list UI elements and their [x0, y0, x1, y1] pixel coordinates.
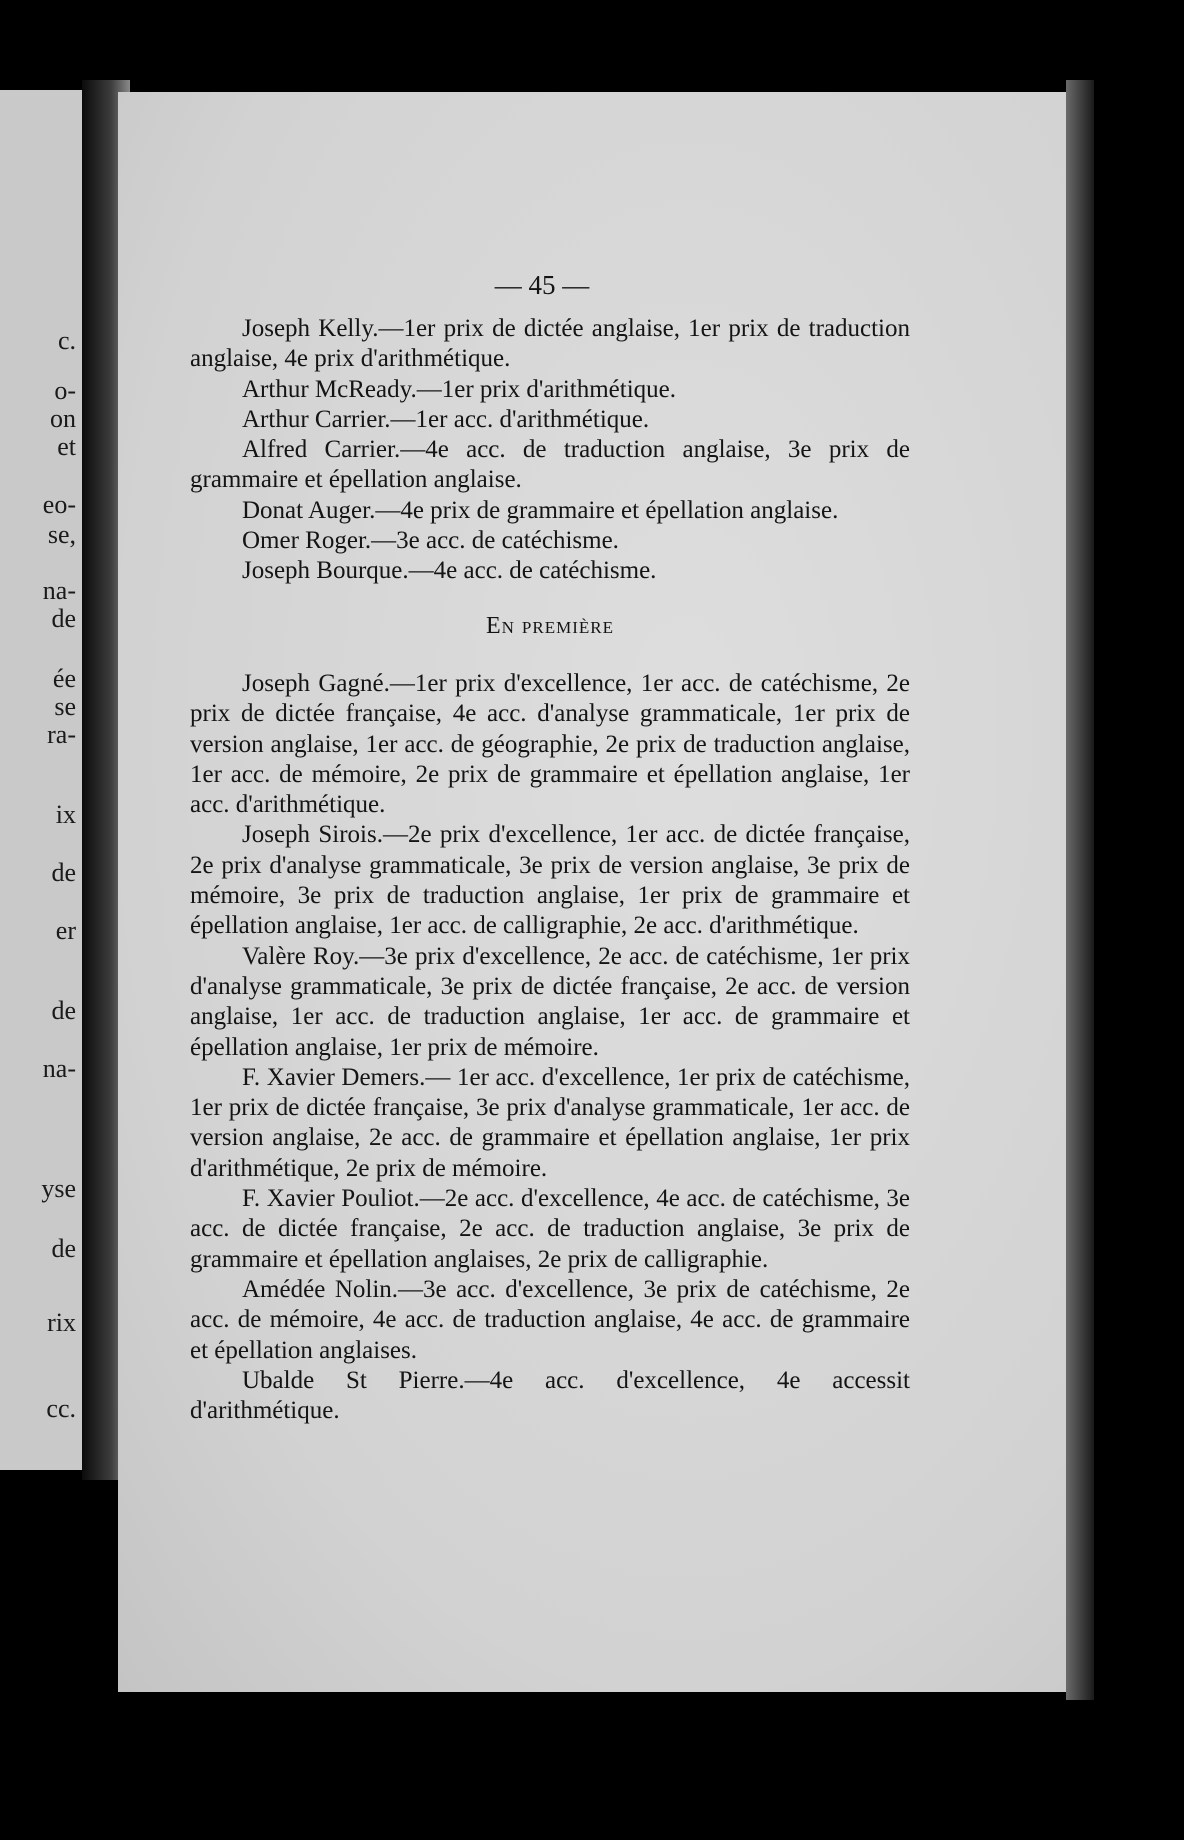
- prize-entry: Donat Auger.—4e prix de grammaire et épellation anglaise.: [242, 496, 839, 524]
- prize-entry: F. Xavier Demers.— 1er acc. d'excellence, 1er prix de catéchisme, 1er prix de dictée française, 3e prix d'analyse grammaticale, 1er acc. de version anglaise, 2e acc. de grammaire et épellation anglaise, 1er prix d'arithmétique, 2e prix de mémoire.: [190, 1063, 910, 1182]
- prize-entry: Joseph Sirois.—2e prix d'excellence, 1er acc. de dictée française, 2e prix d'analyse grammaticale, 3e prix de version anglaise, 3e prix de mémoire, 3e prix de traduction anglaise, 1er prix de grammaire et épellation anglaise, 1er acc. de calligraphie, 2e acc. d'arithmétique.: [190, 821, 910, 940]
- page-number: — 45 —: [494, 270, 590, 300]
- prize-entry: Valère Roy.—3e prix d'excellence, 2e acc. de catéchisme, 1er prix d'analyse grammaticale, 3e prix de dictée française, 2e acc. de version anglaise, 1er acc. de traduction anglaise, 1er acc. de grammaire et épellation anglaise, 1er prix de mémoire.: [190, 942, 910, 1061]
- left-fragment: de: [51, 1234, 76, 1263]
- section-heading: En première: [486, 612, 614, 639]
- page-body: [190, 314, 910, 1426]
- left-fragment: yse: [41, 1174, 76, 1203]
- left-fragment: on: [50, 404, 76, 433]
- left-fragment: ix: [55, 800, 76, 829]
- left-fragment: et: [57, 432, 76, 461]
- left-fragment: na-: [42, 1054, 76, 1083]
- prize-entry: Joseph Bourque.—4e acc. de catéchisme.: [242, 557, 657, 585]
- left-fragment: na-: [42, 576, 76, 605]
- left-fragment: c.: [57, 326, 76, 355]
- prize-entry: Ubalde St Pierre.—4e acc. d'excellence, 4e accessit d'arithmétique.: [190, 1366, 910, 1425]
- prize-entry: Arthur McReady.—1er prix d'arithmétique.: [242, 375, 677, 403]
- left-fragment: de: [51, 604, 76, 633]
- prize-entry: Amédée Nolin.—3e acc. d'excellence, 3e prix de catéchisme, 2e acc. de mémoire, 4e acc. de traduction anglaise, 4e acc. de grammaire et épellation anglaises.: [190, 1275, 910, 1364]
- prize-entry: Joseph Gagné.—1er prix d'excellence, 1er acc. de catéchisme, 2e prix de dictée française, 4e acc. d'analyse grammaticale, 1er prix de version anglaise, 1er acc. de géographie, 2e prix de traduction anglaise, 1er acc. de mémoire, 2e prix de grammaire et épellation anglaise, 1er acc. d'arithmétique.: [190, 669, 910, 819]
- prize-entry: Arthur Carrier.—1er acc. d'arithmétique.: [242, 405, 650, 433]
- left-fragment: cc.: [46, 1394, 76, 1423]
- book-page: [118, 92, 1066, 1692]
- left-fragment: eo-: [42, 490, 76, 519]
- left-fragment: rix: [47, 1308, 76, 1337]
- prize-entry: Alfred Carrier.—4e acc. de traduction anglaise, 3e prix de grammaire et épellation anglaise.: [190, 436, 910, 494]
- left-fragment: se: [54, 692, 76, 721]
- left-fragment: se,: [47, 520, 76, 549]
- left-fragment: ra-: [47, 720, 76, 749]
- page-edge-shadow: [1066, 80, 1094, 1700]
- prize-entry: F. Xavier Pouliot.—2e acc. d'excellence, 4e acc. de catéchisme, 3e acc. de dictée française, 2e acc. de traduction anglaise, 3e prix de grammaire et épellation anglaises, 2e prix de calligraphie.: [190, 1185, 910, 1273]
- left-fragment: o-: [54, 376, 76, 405]
- prize-entry: Omer Roger.—3e acc. de catéchisme.: [242, 527, 619, 555]
- left-fragment: er: [55, 916, 76, 945]
- left-fragment: ée: [52, 664, 76, 693]
- prize-entry: Joseph Kelly.—1er prix de dictée anglaise, 1er prix de traduction anglaise, 4e prix d'arithmétique.: [190, 315, 910, 373]
- left-fragment: de: [51, 996, 76, 1025]
- left-fragment: de: [51, 858, 76, 887]
